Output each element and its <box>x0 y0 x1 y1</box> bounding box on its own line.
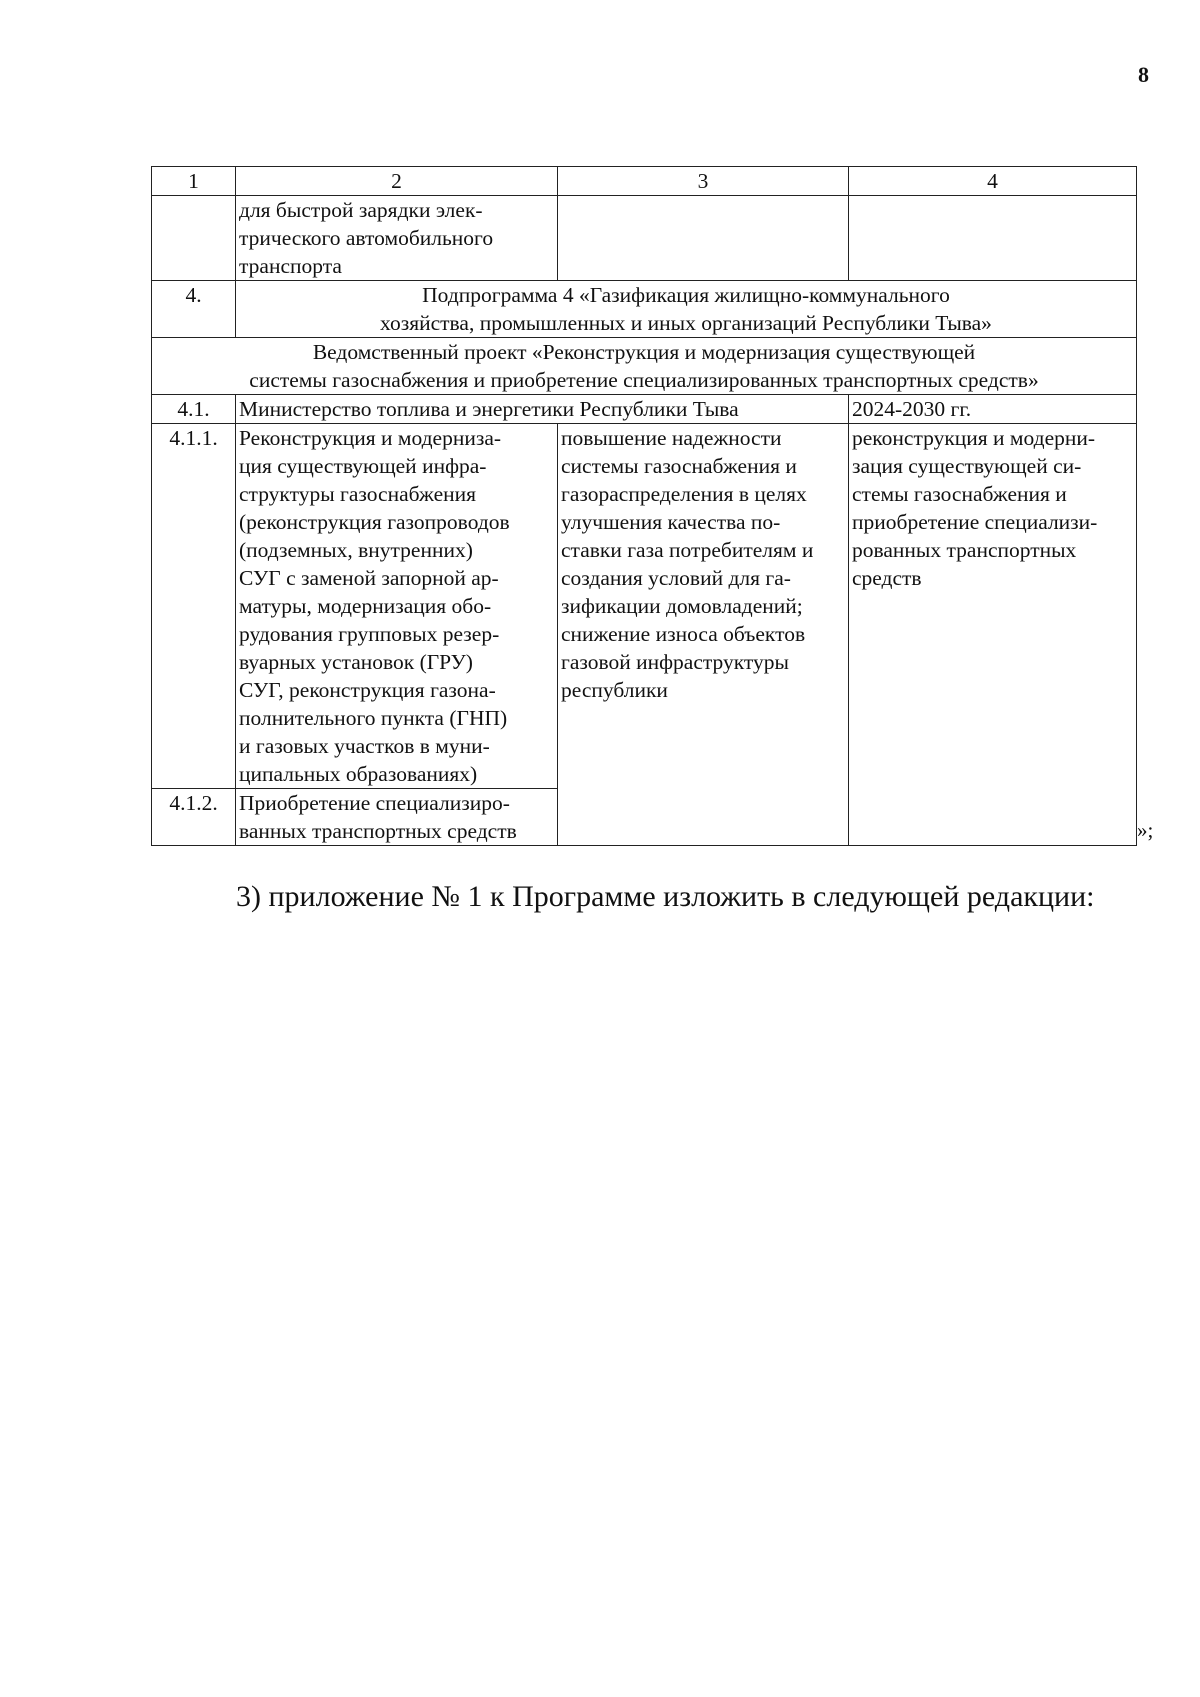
cont-num-cell <box>152 196 236 281</box>
header-col-3: 3 <box>558 167 849 196</box>
row-4-1-executor: Министерство топлива и энергетики Республики Тыва <box>236 395 849 424</box>
row-4-1-1-result: реконструкция и модерни- зация существующей си- стемы газоснабжения и приобретение специализи- рованных транспортных средств <box>849 424 1137 846</box>
page-number: 8 <box>1138 62 1149 87</box>
header-col-1: 1 <box>152 167 236 196</box>
row-4-1-period: 2024-2030 гг. <box>849 395 1137 424</box>
project-title: Ведомственный проект «Реконструкция и модернизация существующей системы газоснабжения и приобретение специализированных транспортных средств» <box>152 338 1137 395</box>
table-row-project <box>152 338 1137 395</box>
subprogram-title: Подпрограмма 4 «Газификация жилищно-коммунального хозяйства, промышленных и иных организаций Республики Тыва» <box>236 281 1137 338</box>
table-row-continuation <box>152 196 1137 281</box>
table-row-4-1-1 <box>152 424 1137 789</box>
row-4-1-number: 4.1. <box>152 395 236 424</box>
table-row-subprogram-4 <box>152 281 1137 338</box>
row-4-1-2-description: Приобретение специализиро- ванных транспортных средств <box>236 789 558 846</box>
table-header-row <box>152 167 1137 196</box>
subprogram-number: 4. <box>152 281 236 338</box>
cont-description-cell: для быстрой зарядки элек- трического автомобильного транспорта <box>236 196 558 281</box>
closing-quote-mark: »; <box>1137 818 1154 842</box>
amendment-paragraph: 3) приложение № 1 к Программе изложить в следующей редакции: <box>236 880 1095 913</box>
header-col-4: 4 <box>849 167 1137 196</box>
row-4-1-1-number: 4.1.1. <box>152 424 236 789</box>
row-4-1-1-description: Реконструкция и модерниза- ция существующей инфра- структуры газоснабжения (реконструкция газопроводов (подземных, внутренних) СУГ с заменой запорной ар- матуры, модернизация обо- рудования групповых резер- вуарных установок (ГРУ) СУГ, реконструкция газона- полнительного пункта (ГНП) и газовых участков в муни- ципальных образованиях) <box>236 424 558 789</box>
row-4-1-1-goal: повышение надежности системы газоснабжения и газораспределения в целях улучшения качества по- ставки газа потребителям и создания условий для га- зификации домовладений; снижение износа объектов газовой инфраструктуры республики <box>558 424 849 846</box>
row-4-1-2-number: 4.1.2. <box>152 789 236 846</box>
table-row-4-1 <box>152 395 1137 424</box>
program-table <box>151 166 1137 846</box>
cont-goal-cell <box>558 196 849 281</box>
header-col-2: 2 <box>236 167 558 196</box>
cont-result-cell <box>849 196 1137 281</box>
